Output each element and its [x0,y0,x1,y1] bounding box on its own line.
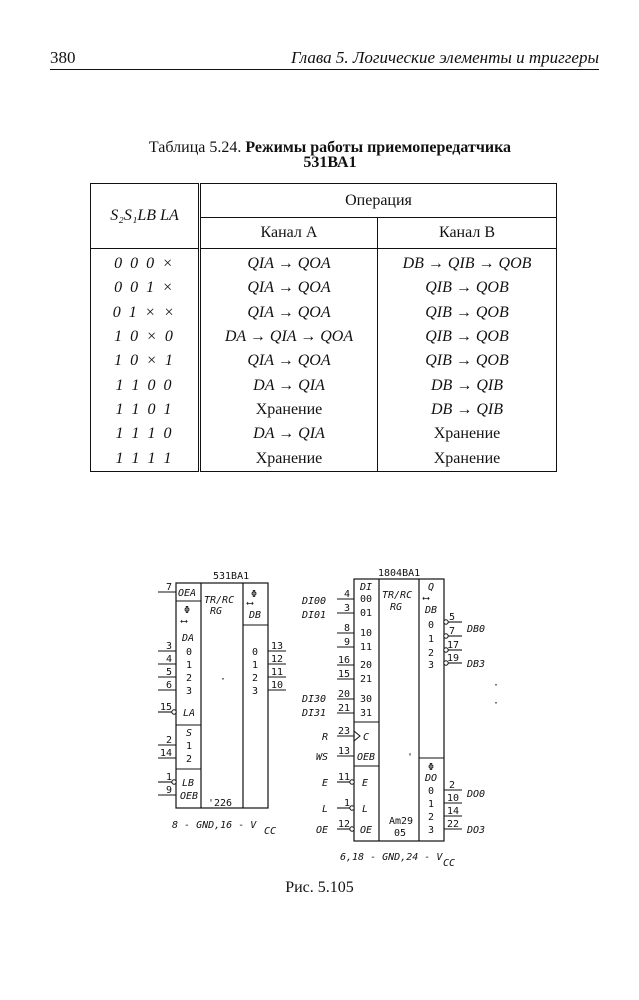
channel-a-cell: DA → QIA [200,422,378,446]
selector-cell: 1 1 0 1 [91,398,200,422]
svg-text:3: 3 [428,660,435,671]
svg-text:DI30: DI30 [302,694,327,705]
svg-text:L: L [362,804,369,815]
svg-text:7: 7 [449,626,456,637]
svg-text:R: R [322,732,329,743]
channel-b-cell: QIB → QOB [378,325,557,349]
svg-text:3: 3 [252,686,259,697]
svg-text:DB: DB [249,610,262,621]
svg-text:DO3: DO3 [467,825,486,836]
chip1-code: '226 [208,798,233,809]
svg-text:12: 12 [271,654,284,665]
channel-b-cell: DB → QIB → QOB [378,249,557,277]
svg-text:16: 16 [338,655,351,666]
svg-text:14: 14 [160,748,173,759]
operation-header: Операция [200,184,557,218]
svg-text:LA: LA [183,708,196,719]
chip1-label-oea: OEA [178,588,197,599]
svg-text:·: · [493,698,500,709]
running-head: Глава 5. Логические элементы и триггеры [290,48,599,67]
channel-b-cell: DB → QIB [378,398,557,422]
svg-text:S: S [186,728,193,739]
svg-text:E: E [322,778,329,789]
channel-b-cell: Хранение [378,422,557,446]
svg-text:7: 7 [166,582,173,593]
svg-text:OEB: OEB [180,791,199,802]
svg-text:·: · [493,680,500,691]
svg-text:2: 2 [186,754,193,765]
svg-text:DB: DB [425,605,438,616]
svg-text:0: 0 [252,647,259,658]
svg-text:⟷: ⟷ [423,593,430,604]
svg-text:10: 10 [360,628,373,639]
table-caption-line2: 531ВА1 [303,154,357,171]
svg-text:3: 3 [428,825,435,836]
svg-text:DO0: DO0 [467,789,486,800]
svg-text:DI01: DI01 [302,610,327,621]
svg-text:15: 15 [160,702,173,713]
chip-531ba1 [158,571,286,837]
svg-text:20: 20 [338,689,351,700]
svg-text:10: 10 [447,793,460,804]
svg-text:20: 20 [360,660,373,671]
svg-text:Φ: Φ [251,589,258,600]
svg-text:01: 01 [360,608,373,619]
svg-text:DA: DA [182,633,195,644]
selector-cell: 1 1 1 1 [91,446,200,471]
svg-text:1: 1 [166,772,173,783]
svg-text:9: 9 [166,785,173,796]
chip2-code: Am29 [389,816,414,827]
svg-text:Q: Q [428,582,435,593]
svg-text:·: · [220,674,227,685]
svg-text:DB3: DB3 [467,659,486,670]
chip1-power-note: 8 - GND,16 - V [172,820,257,831]
chip1-left-pins [158,592,176,795]
channel-b-cell: DB → QIB [378,373,557,397]
svg-text:3: 3 [166,641,173,652]
svg-text:21: 21 [360,674,373,685]
chip-1804ba1 [301,568,499,869]
svg-text:1: 1 [186,660,193,671]
svg-text:L: L [322,804,329,815]
svg-text:⟷: ⟷ [181,616,188,627]
channel-a-cell: Хранение [200,446,378,471]
channel-a-header: Канал A [200,218,378,249]
svg-text:2: 2 [428,812,435,823]
selector-cell: 0 0 0 × [91,249,200,277]
channel-b-cell: QIB → QOB [378,276,557,300]
svg-text:14: 14 [447,806,460,817]
channel-a-cell: QIA → QOA [200,276,378,300]
table-caption-title: Режимы работы приемопередатчика [245,139,512,156]
svg-text:5: 5 [166,667,173,678]
svg-text:9: 9 [344,637,351,648]
svg-text:2: 2 [252,673,259,684]
chip1-trrc: TR/RC [204,595,235,606]
channel-b-cell: QIB → QOB [378,301,557,325]
svg-text:5: 5 [449,612,456,623]
svg-text:DI00: DI00 [302,596,327,607]
svg-text:4: 4 [344,589,351,600]
svg-text:1: 1 [428,799,435,810]
chip2-code2: 05 [394,828,407,839]
svg-text:DO: DO [425,773,438,784]
chip2-title: 1804BA1 [378,568,421,579]
svg-text:1: 1 [186,741,193,752]
channel-a-cell: DA → QIA → QOA [200,325,378,349]
chip1-rg: RG [210,606,223,617]
svg-text:0: 0 [428,786,435,797]
svg-text:8: 8 [344,623,351,634]
svg-text:2: 2 [428,648,435,659]
svg-text:4: 4 [166,654,173,665]
svg-text:OE: OE [360,825,373,836]
channel-b-cell: Хранение [378,446,557,471]
svg-text:E: E [362,778,369,789]
svg-text:21: 21 [338,703,351,714]
selector-cell: 1 1 0 0 [91,373,200,397]
channel-b-header: Канал B [378,218,557,249]
svg-text:CC: CC [443,858,456,869]
svg-text:0: 0 [428,620,435,631]
channel-a-cell: QIA → QOA [200,349,378,373]
svg-text:LB: LB [182,778,195,789]
selector-cell: 1 1 1 0 [91,422,200,446]
svg-text:2: 2 [186,673,193,684]
selector-header: S₂S₁LB LA [91,184,200,249]
channel-a-cell: QIA → QOA [200,301,378,325]
channel-a-cell: QIA → QOA [200,249,378,277]
channel-b-cell: QIB → QOB [378,349,557,373]
svg-text:DI: DI [360,582,373,593]
svg-text:11: 11 [271,667,284,678]
svg-text:2: 2 [449,780,456,791]
svg-text:6: 6 [166,680,173,691]
svg-text:19: 19 [447,653,460,664]
svg-text:1: 1 [428,634,435,645]
svg-text:1: 1 [344,798,351,809]
svg-text:31: 31 [360,708,373,719]
svg-text:3: 3 [344,603,351,614]
svg-text:Φ: Φ [428,762,435,773]
svg-text:13: 13 [338,746,351,757]
table-caption-prefix: Таблица 5.24. [148,139,242,156]
chip2-trrc: TR/RC [382,590,413,601]
selector-cell: 1 0 × 1 [91,349,200,373]
svg-text:22: 22 [447,819,460,830]
figure-caption: Рис. 5.105 [285,879,354,896]
svg-text:0: 0 [186,647,193,658]
svg-text:15: 15 [338,669,351,680]
svg-text:C: C [363,732,370,743]
selector-cell: 0 0 1 × [91,276,200,300]
svg-text:13: 13 [271,641,284,652]
svg-text:Φ: Φ [184,605,191,616]
svg-text:12: 12 [338,819,351,830]
svg-text:11: 11 [338,772,351,783]
svg-text:1: 1 [252,660,259,671]
svg-text:00: 00 [360,594,373,605]
page-number: 380 [50,48,76,67]
svg-text:DB0: DB0 [467,624,486,635]
svg-text:2: 2 [166,735,173,746]
svg-text:⟷: ⟷ [247,598,254,609]
chip2-power-note: 6,18 - GND,24 - V [340,852,443,863]
svg-text:3: 3 [186,686,193,697]
svg-text:17: 17 [447,640,460,651]
channel-a-cell: DA → QIA [200,373,378,397]
svg-text:CC: CC [264,826,277,837]
svg-text:OE: OE [316,825,329,836]
svg-text:11: 11 [360,642,373,653]
svg-text:OEB: OEB [357,752,376,763]
selector-cell: 0 1 × × [91,301,200,325]
svg-text:DI31: DI31 [302,708,327,719]
svg-text:10: 10 [271,680,284,691]
chip2-rg: RG [390,602,403,613]
selector-cell: 1 0 × 0 [91,325,200,349]
svg-text:': ' [407,752,414,763]
svg-text:WS: WS [316,752,329,763]
svg-text:30: 30 [360,694,373,705]
chip1-title: 531BA1 [213,571,250,582]
svg-text:23: 23 [338,726,351,737]
channel-a-cell: Хранение [200,398,378,422]
